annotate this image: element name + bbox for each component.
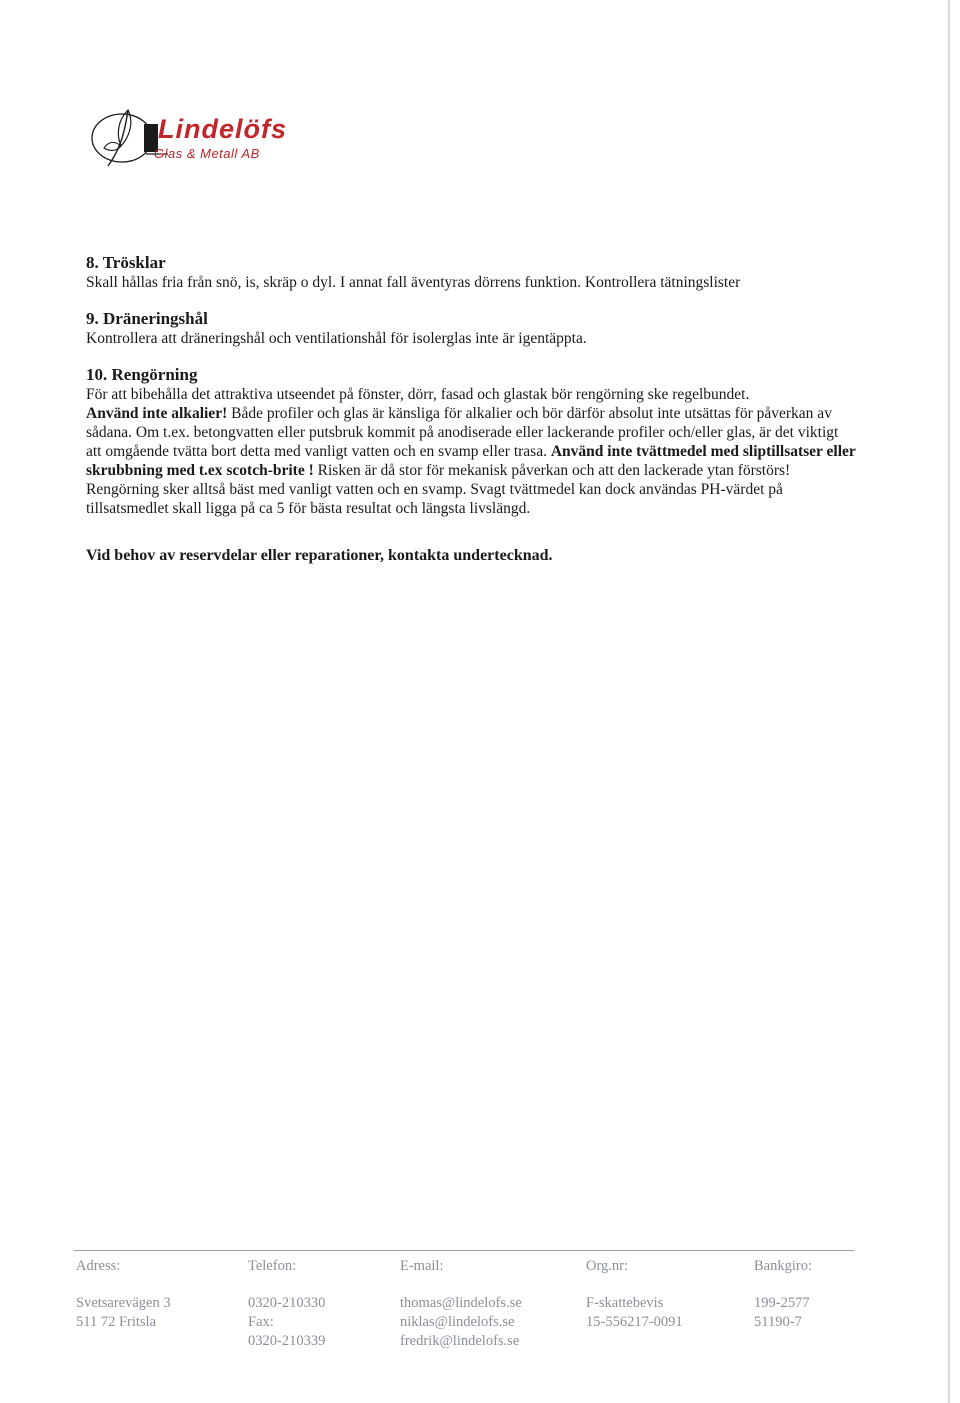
document-body xyxy=(86,252,856,566)
footer-bank xyxy=(754,1256,812,1332)
footer-line: fredrik@lindelofs.se xyxy=(400,1333,520,1349)
section-text: Risken är då stor för mekanisk påverkan och att den lackerade ytan förstörs! Rengörning sker alltså bäst med vanligt vatten och en svamp. Svagt tvättmedel kan dock användas PH-värdet på tillsatsmedlet skall ligga på ca 5 för bästa resultat och längsta livslängd. xyxy=(86,462,791,517)
footer-line: 0320-210330 xyxy=(248,1295,326,1311)
leaf-circle-icon xyxy=(88,104,168,174)
section-heading: 10. Rengörning xyxy=(86,365,198,384)
footer-label: Adress: xyxy=(76,1258,121,1274)
footer-line: Fax: xyxy=(248,1314,274,1330)
warning-alkali: Använd inte alkalier! xyxy=(86,405,228,422)
page-edge xyxy=(948,0,950,1403)
footer-line: F-skattebevis xyxy=(586,1295,664,1311)
contact-note: Vid behov av reservdelar eller reparationer, kontakta undertecknad. xyxy=(86,547,553,564)
logo-subtitle: Glas & Metall AB xyxy=(154,146,260,161)
section-thresholds xyxy=(86,252,856,292)
section-text: Kontrollera att dräneringshål och ventilationshål för isolerglas inte är igentäppta. xyxy=(86,330,587,347)
footer-line: 15-556217-0091 xyxy=(586,1314,683,1330)
footer-rule xyxy=(74,1250,854,1251)
footer-line: 511 72 Fritsla xyxy=(76,1314,157,1330)
footer-address xyxy=(76,1256,171,1332)
section-heading: 8. Trösklar xyxy=(86,253,166,272)
footer-label: Bankgiro: xyxy=(754,1258,812,1274)
section-text: Skall hållas fria från snö, is, skräp o dyl. I annat fall äventyras dörrens funktion. Kontrollera tätningslister xyxy=(86,274,741,291)
section-text: Både profiler och glas är känsliga för alkalier och bör därför absolut inte utsättas för påverkan av sådana. Om t.ex. betongvatten eller putsbruk kommit på anodiserade eller lackerande profiler och/eller glas, är det viktigt att omgående tvätta bort detta med vanligt vatten och en svamp eller trasa. xyxy=(86,405,839,460)
footer-line: niklas@lindelofs.se xyxy=(400,1314,515,1330)
footer-label: E-mail: xyxy=(400,1258,444,1274)
section-text: För att bibehålla det attraktiva utseendet på fönster, dörr, fasad och glastak bör rengörning ske regelbundet. xyxy=(86,386,750,403)
warning-abrasive: Använd inte tvättmedel med sliptillsatser eller skrubbning med t.ex scotch-brite ! xyxy=(86,443,856,479)
section-heading: 9. Dräneringshål xyxy=(86,309,208,328)
company-logo xyxy=(88,104,318,174)
footer-line: thomas@lindelofs.se xyxy=(400,1295,522,1311)
footer-line: 51190-7 xyxy=(754,1314,802,1330)
footer-line: Svetsarevägen 3 xyxy=(76,1295,171,1311)
footer-label: Telefon: xyxy=(248,1258,297,1274)
logo-name: Lindelöfs xyxy=(158,114,287,144)
footer-line: 199-2577 xyxy=(754,1295,810,1311)
footer-line: 0320-210339 xyxy=(248,1333,326,1349)
section-paragraph xyxy=(86,404,856,518)
footer-org xyxy=(586,1256,683,1332)
footer-label: Org.nr: xyxy=(586,1258,629,1274)
footer-phone xyxy=(248,1256,325,1351)
section-drainage xyxy=(86,308,856,348)
section-cleaning xyxy=(86,364,856,518)
footer-email xyxy=(400,1256,522,1351)
